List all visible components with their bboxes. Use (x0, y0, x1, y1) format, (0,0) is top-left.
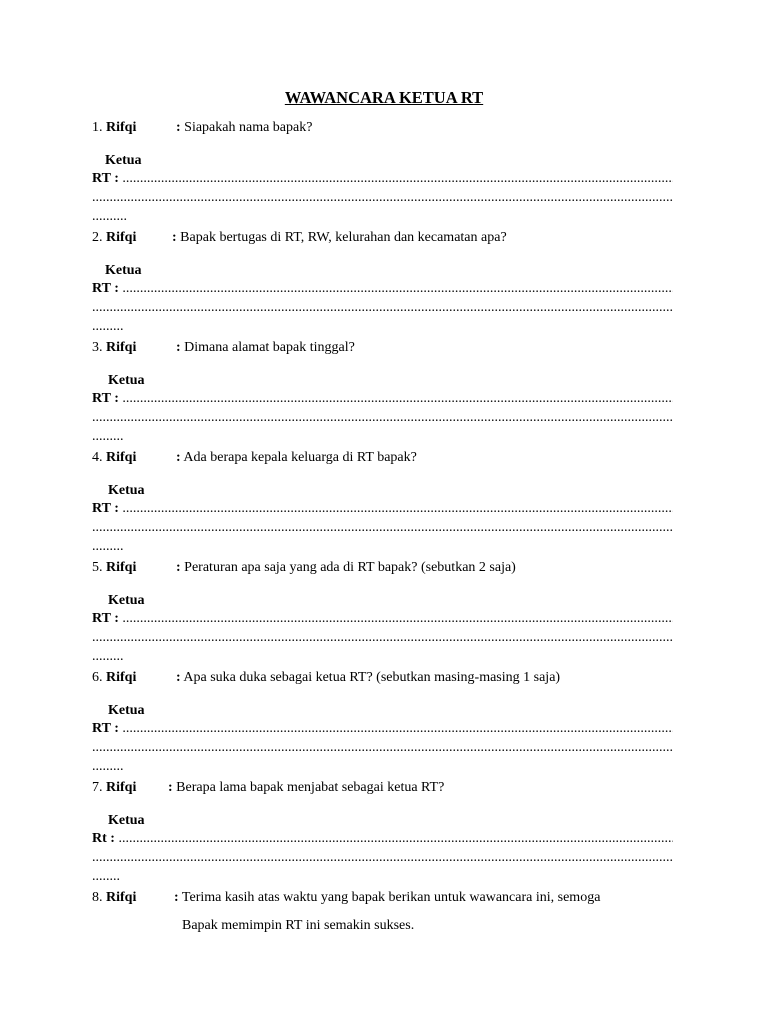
interviewer-name: Rifqi (106, 230, 137, 245)
answer-label: RT : (92, 721, 119, 736)
answer-dots (92, 739, 673, 757)
question-number: 1. (92, 120, 103, 135)
answer-speaker: Ketua (108, 813, 145, 828)
question-line (92, 668, 673, 692)
interviewer-name: Rifqi (106, 450, 137, 465)
question-line (92, 338, 673, 362)
question-line (92, 558, 673, 582)
qa-block-4 (92, 448, 673, 556)
qa-block-7 (92, 778, 673, 886)
closing-line (92, 888, 673, 912)
answer-line-2 (92, 849, 673, 868)
question-number: 2. (92, 230, 103, 245)
answer-label: RT : (92, 501, 119, 516)
interviewer-name: Rifqi (106, 560, 137, 575)
answer-line-1 (92, 830, 673, 849)
answer-label: Rt : (92, 831, 115, 846)
answer-dots (122, 280, 673, 298)
answer-dots (122, 500, 673, 518)
question-text: Peraturan apa saja yang ada di RT bapak? (sebutkan 2 saja) (184, 560, 516, 575)
answer-dots (122, 610, 673, 628)
question-number: 8. (92, 890, 103, 905)
answer-label: RT : (92, 611, 119, 626)
interviewer-name: Rifqi (106, 340, 137, 355)
answer-label: RT : (92, 281, 119, 296)
question-text: Ada berapa kepala keluarga di RT bapak? (183, 450, 417, 465)
separator: : (176, 670, 181, 685)
separator: : (168, 780, 173, 795)
qa-block-6 (92, 668, 673, 776)
answer-dots (92, 519, 673, 537)
answer-line-1 (92, 610, 673, 629)
answer-line-3: ......... (92, 759, 124, 774)
answer-dots (92, 409, 673, 427)
answer-line-3: ......... (92, 539, 124, 554)
answer-line-2 (92, 409, 673, 428)
question-number: 4. (92, 450, 103, 465)
qa-block-3 (92, 338, 673, 446)
separator: : (176, 450, 181, 465)
answer-line-3: ........ (92, 869, 120, 884)
answer-speaker: Ketua (108, 593, 145, 608)
answer-dots (92, 189, 673, 207)
separator: : (176, 560, 181, 575)
answer-line-2 (92, 629, 673, 648)
interviewer-name: Rifqi (106, 890, 137, 905)
closing-text-continued: Bapak memimpin RT ini semakin sukses. (182, 918, 415, 933)
interviewer-name: Rifqi (106, 120, 137, 135)
answer-line-1 (92, 170, 673, 189)
answer-line-3: ......... (92, 319, 124, 334)
answer-dots (92, 299, 673, 317)
closing-block (92, 888, 673, 940)
answer-dots (118, 830, 673, 848)
answer-label: RT : (92, 171, 119, 186)
qa-block-5 (92, 558, 673, 666)
interviewer-name: Rifqi (106, 670, 137, 685)
answer-speaker: Ketua (105, 153, 142, 168)
answer-line-1 (92, 280, 673, 299)
separator: : (174, 890, 179, 905)
qa-block-2 (92, 228, 673, 336)
answer-dots (92, 849, 673, 867)
answer-line-3: ......... (92, 429, 124, 444)
answer-line-1 (92, 390, 673, 409)
answer-speaker: Ketua (105, 263, 142, 278)
answer-line-2 (92, 189, 673, 208)
answer-speaker: Ketua (108, 703, 145, 718)
question-text: Apa suka duka sebagai ketua RT? (sebutkan masing-masing 1 saja) (183, 670, 561, 685)
answer-speaker: Ketua (108, 483, 145, 498)
interviewer-name: Rifqi (106, 780, 137, 795)
answer-dots (122, 390, 673, 408)
question-text: Berapa lama bapak menjabat sebagai ketua RT? (176, 780, 445, 795)
question-number: 5. (92, 560, 103, 575)
answer-label: RT : (92, 391, 119, 406)
answer-speaker: Ketua (108, 373, 145, 388)
question-number: 3. (92, 340, 103, 355)
question-text: Siapakah nama bapak? (184, 120, 313, 135)
separator: : (176, 120, 181, 135)
answer-dots (122, 720, 673, 738)
question-line (92, 778, 673, 802)
answer-line-2 (92, 299, 673, 318)
question-number: 7. (92, 780, 103, 795)
answer-line-2 (92, 739, 673, 758)
question-text: Bapak bertugas di RT, RW, kelurahan dan kecamatan apa? (180, 230, 507, 245)
closing-text: Terima kasih atas waktu yang bapak berikan untuk wawancara ini, semoga (181, 890, 601, 905)
answer-dots (122, 170, 673, 188)
question-text: Dimana alamat bapak tinggal? (184, 340, 355, 355)
answer-dots (92, 629, 673, 647)
question-number: 6. (92, 670, 103, 685)
qa-block-1 (92, 118, 673, 226)
question-line (92, 118, 673, 142)
page-title: WAWANCARA KETUA RT (284, 88, 484, 107)
separator: : (176, 340, 181, 355)
question-line (92, 448, 673, 472)
answer-line-3: ......... (92, 649, 124, 664)
answer-line-1 (92, 720, 673, 739)
answer-line-2 (92, 519, 673, 538)
separator: : (172, 230, 177, 245)
question-line (92, 228, 673, 252)
answer-line-1 (92, 500, 673, 519)
answer-line-3: .......... (92, 209, 127, 224)
